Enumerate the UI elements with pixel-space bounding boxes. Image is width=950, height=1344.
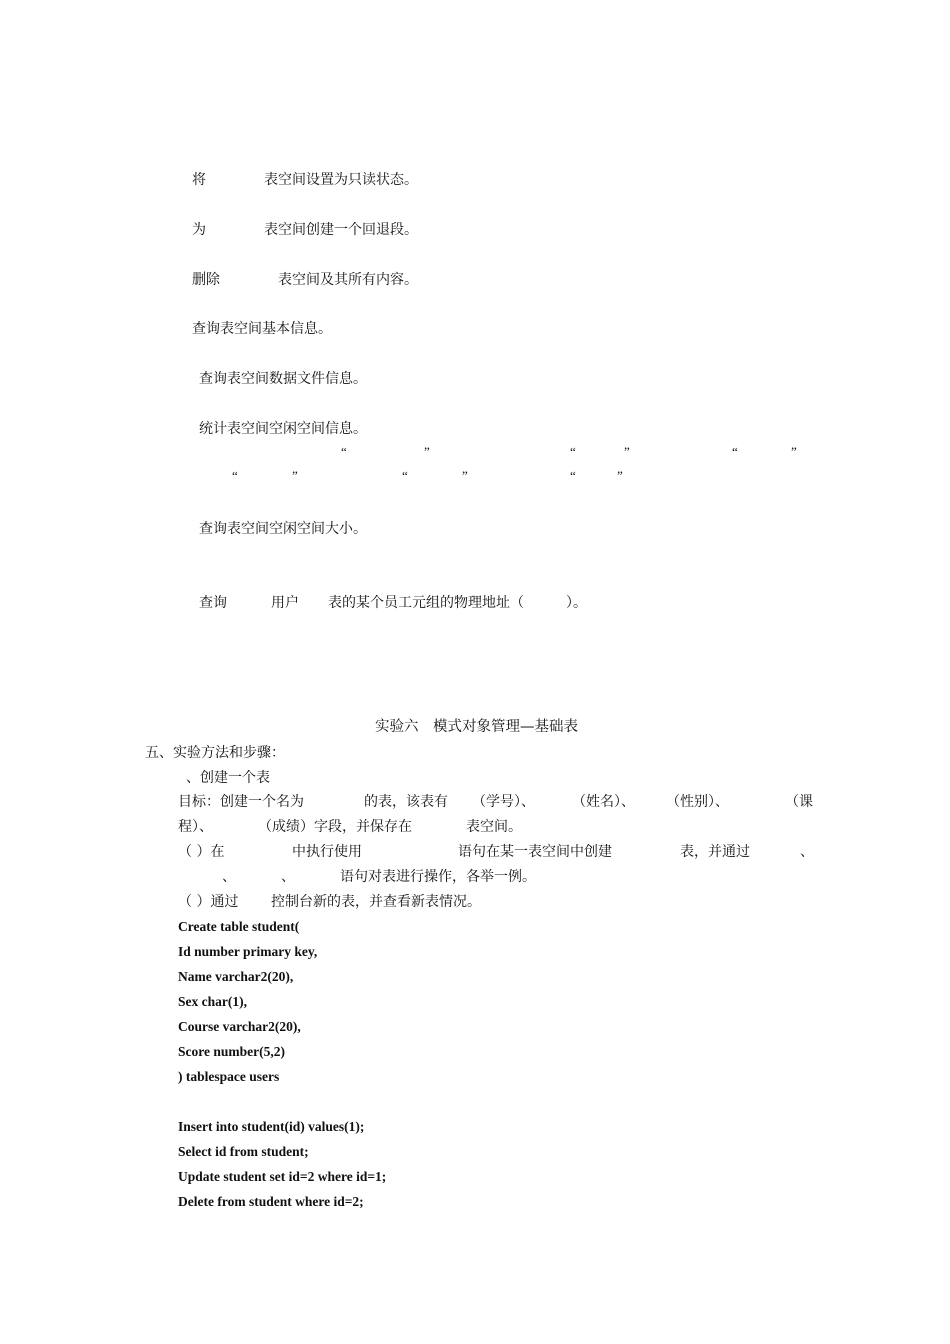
code-line: Create table student( xyxy=(178,919,300,934)
text-l8c: 表的某个员工元组的物理地址（ xyxy=(328,595,524,611)
goal-d: （姓名）、 xyxy=(572,794,635,810)
code-line: Sex char(1), xyxy=(178,994,247,1009)
text-l3b: 表空间及其所有内容。 xyxy=(278,272,418,288)
step1-d: 表，并通过 xyxy=(680,844,750,860)
goal2-b: （成绩）字段，并保存在 xyxy=(258,819,412,835)
text-l4: 查询表空间基本信息。 xyxy=(192,321,332,337)
quote-close: ” xyxy=(424,444,430,459)
code-line: Select id from student; xyxy=(178,1144,309,1159)
goal-c: （学号）、 xyxy=(472,794,535,810)
goal-f: （课 xyxy=(785,794,813,810)
goal-a: 目标：创建一个名为 xyxy=(178,794,304,810)
quote-open: “ xyxy=(232,468,238,483)
text-l6: 统计表空间空闲空间信息。 xyxy=(199,421,367,437)
text-l1b: 表空间设置为只读状态。 xyxy=(264,172,418,188)
section-title: 实验六 模式对象管理—基础表 xyxy=(375,719,578,735)
goal-b: 的表，该表有 xyxy=(364,794,448,810)
code-line: Update student set id=2 where id=1; xyxy=(178,1169,387,1184)
quote-close: ” xyxy=(624,444,630,459)
step1b-a: 、 xyxy=(222,869,236,885)
quote-close: ” xyxy=(617,468,623,483)
step2-b: 控制台新的表，并查看新表情况。 xyxy=(271,894,481,910)
section-heading: 五、实验方法和步骤： xyxy=(145,745,285,761)
code-line: Delete from student where id=2; xyxy=(178,1194,364,1209)
quote-open: “ xyxy=(341,444,347,459)
quote-open: “ xyxy=(402,468,408,483)
text-l8a: 查询 xyxy=(199,595,227,611)
quote-close: ” xyxy=(791,444,797,459)
quote-open: “ xyxy=(570,444,576,459)
goal2-c: 表空间。 xyxy=(466,819,522,835)
code-line: Insert into student(id) values(1); xyxy=(178,1119,365,1134)
step1b-c: 语句对表进行操作，各举一例。 xyxy=(340,869,536,885)
step1-a: （ ）在 xyxy=(178,844,225,860)
code-line: Name varchar2(20), xyxy=(178,969,294,984)
goal2-a: 程）、 xyxy=(178,819,213,835)
quote-open: “ xyxy=(570,468,576,483)
quote-open: “ xyxy=(732,444,738,459)
text-l8d: ）。 xyxy=(566,595,587,611)
text-l5: 查询表空间数据文件信息。 xyxy=(199,371,367,387)
step2-a: （ ）通过 xyxy=(178,894,239,910)
code-line: Course varchar2(20), xyxy=(178,1019,301,1034)
step1-b: 中执行使用 xyxy=(292,844,362,860)
step1-c: 语句在某一表空间中创建 xyxy=(458,844,612,860)
quote-close: ” xyxy=(292,468,298,483)
text-l2a: 为 xyxy=(192,222,206,238)
step1b-b: 、 xyxy=(281,869,295,885)
step1-e: 、 xyxy=(800,844,814,860)
text-l7: 查询表空间空闲空间大小。 xyxy=(199,521,367,537)
code-line: ) tablespace users xyxy=(178,1069,280,1084)
quote-close: ” xyxy=(462,468,468,483)
text-l3a: 删除 xyxy=(192,272,220,288)
text-l2b: 表空间创建一个回退段。 xyxy=(264,222,418,238)
code-line: Score number(5,2) xyxy=(178,1044,285,1059)
text-l8b: 用户 xyxy=(271,595,299,611)
goal-e: （性别）、 xyxy=(666,794,729,810)
text-l1a: 将 xyxy=(192,172,206,188)
code-line: Id number primary key, xyxy=(178,944,318,959)
sub-heading: 、创建一个表 xyxy=(186,770,270,786)
